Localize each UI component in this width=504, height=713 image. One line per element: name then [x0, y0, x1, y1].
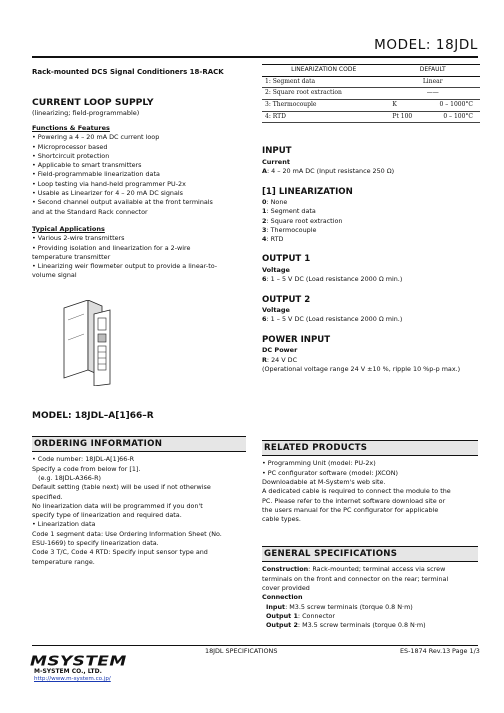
general-specifications-body: [262, 565, 478, 630]
footer-spec: 18JDL SPECIFICATIONS: [205, 647, 278, 655]
sensor-range: 0 – 100°C: [443, 112, 473, 120]
table-row: [262, 88, 480, 100]
ordering-line: Specify a code from below for [1].: [32, 464, 141, 473]
list-item: 4: RTD: [262, 235, 284, 244]
footer-rule: [32, 645, 478, 646]
related-line: • Programming Unit (model: PU-2x): [262, 459, 376, 468]
feature-item: • Loop testing via hand-held programmer PU-2x: [32, 179, 186, 188]
application-item: • Linearizing weir flowmeter output to provide a linear-to-: [32, 262, 218, 271]
output2-spec: 6: 1 – 5 V DC (Load resistance 2000 Ω min.): [262, 315, 403, 324]
table-cell-default: [385, 100, 480, 112]
connection-heading: Connection: [262, 593, 303, 602]
table-cell-default: ——: [385, 88, 480, 100]
features-heading: Functions & Features: [32, 123, 110, 132]
ordering-line: Code 3 T/C, Code 4 RTD: Specify input sensor type and: [32, 548, 208, 557]
application-item: • Various 2-wire transmitters: [32, 234, 125, 243]
application-item: • Providing isolation and linearization for a 2-wire: [32, 243, 191, 252]
ordering-line: ESU-1669) to specify linearization data.: [32, 538, 159, 547]
linearization-list: [262, 198, 478, 244]
related-line: PC. Please refer to the internet software download site or: [262, 496, 446, 505]
output2-subheading: Voltage: [262, 306, 290, 315]
sensor-range: 0 – 1000°C: [439, 101, 473, 109]
application-item: volume signal: [32, 271, 77, 280]
ordering-line: Code 1 segment data: Use Ordering Information Sheet (No.: [32, 529, 222, 538]
ordering-section: [32, 436, 246, 567]
table-cell-default: Linear: [385, 76, 480, 88]
list-item: 3: Thermocouple: [262, 225, 317, 234]
table-row: [262, 76, 480, 88]
feature-item: • Second channel output available at the front terminals: [32, 198, 213, 207]
model-code: MODEL: 18JDL–A[1]66–R: [32, 411, 154, 421]
list-item: 1: Segment data: [262, 207, 316, 216]
related-products-body: [262, 459, 478, 524]
feature-item: • Microprocessor based: [32, 142, 108, 151]
company-logo: MSYSTEM: [30, 653, 127, 670]
list-item: 0: None: [262, 198, 288, 207]
table-cell-code: 1: Segment data: [262, 76, 385, 88]
general-specifications-section: [262, 546, 478, 630]
ordering-line: No linearization data will be programmed if you don't: [32, 501, 203, 510]
table-cell-code: 3: Thermocouple: [262, 100, 385, 112]
output1-heading: OUTPUT 1: [262, 254, 311, 265]
table-row: [262, 100, 480, 112]
left-column: [32, 64, 246, 281]
feature-item: • Applicable to smart transmitters: [32, 161, 142, 170]
top-rule: [32, 56, 478, 58]
table-header-default: DEFAULT: [385, 65, 480, 77]
table-cell-default: [385, 111, 480, 123]
right-column: [262, 64, 478, 374]
ordering-line: (e.g. 18JDL-A366-R): [32, 474, 102, 483]
ordering-line: specified.: [32, 492, 63, 501]
table-row: [262, 111, 480, 123]
application-item: temperature transmitter: [32, 252, 111, 261]
related-products-heading: RELATED PRODUCTS: [262, 440, 478, 456]
feature-item: • Powering a 4 – 20 mA DC current loop: [32, 133, 160, 142]
output1-spec: 6: 1 – 5 V DC (Load resistance 2000 Ω min.): [262, 275, 403, 284]
ordering-line: Default setting (table next) will be used if not otherwise: [32, 483, 211, 492]
model-title: MODEL: 18JDL: [374, 37, 478, 53]
input-subheading: Current: [262, 157, 290, 166]
linearization-heading: [1] LINEARIZATION: [262, 186, 353, 197]
connection-item: Input: M3.5 screw terminals (torque 0.8 N·m): [266, 602, 413, 611]
power-heading: POWER INPUT: [262, 334, 331, 345]
features-list: [32, 133, 246, 217]
sensor-type: K: [392, 101, 397, 109]
ordering-line: • Linearization data: [32, 520, 96, 529]
connection-item: Output 2: M3.5 screw terminals (torque 0.8 N·m): [266, 621, 426, 630]
ordering-heading: ORDERING INFORMATION: [32, 436, 246, 452]
connection-item: Output 1: Connector: [266, 611, 336, 620]
ordering-line: • Code number: 18JDL-A[1]66-R: [32, 455, 135, 464]
feature-item: • Shortcircuit protection: [32, 151, 110, 160]
related-products-section: [262, 440, 478, 524]
related-line: the users manual for the PC configurator for applicable: [262, 505, 439, 514]
footer-doc-number: ES-1874 Rev.13: [400, 647, 451, 655]
related-line: A dedicated cable is required to connect the module to the: [262, 487, 451, 496]
output1-subheading: Voltage: [262, 265, 290, 274]
related-line: Downloadable at M-System's web site.: [262, 478, 386, 487]
related-line: cable types.: [262, 515, 301, 524]
ordering-line: specify type of linearization and required data.: [32, 511, 182, 520]
construction-line: Construction: Rack-mounted; terminal access via screw: [262, 565, 446, 574]
ordering-body: [32, 455, 246, 566]
related-line: • PC configurator software (model: JXCON): [262, 468, 398, 477]
general-specifications-heading: GENERAL SPECIFICATIONS: [262, 546, 478, 562]
applications-heading: Typical Applications: [32, 224, 105, 233]
product-title: CURRENT LOOP SUPPLY: [32, 97, 154, 109]
product-subtitle: (linearizing; field-programmable): [32, 109, 140, 118]
ordering-line: temperature range.: [32, 557, 95, 566]
power-subheading: DC Power: [262, 346, 298, 355]
module-illustration: [58, 300, 130, 386]
feature-item: • Usable as Linearizer for 4 – 20 mA DC signals: [32, 189, 183, 198]
table-header-code: LINEARIZATION CODE: [262, 65, 385, 77]
power-spec: R: 24 V DC: [262, 355, 298, 364]
applications-list: [32, 234, 246, 280]
input-heading: INPUT: [262, 146, 292, 157]
company-name: M-SYSTEM CO., LTD.: [34, 668, 102, 675]
linearization-table: [262, 64, 480, 123]
footer-page-number: Page 1/3: [452, 647, 480, 655]
construction-line: cover provided: [262, 584, 310, 593]
output2-heading: OUTPUT 2: [262, 294, 311, 305]
list-item: 2: Square root extraction: [262, 216, 343, 225]
power-note: (Operational voltage range 24 V ±10 %, ripple 10 %p-p max.): [262, 364, 461, 373]
input-spec: A: 4 – 20 mA DC (Input resistance 250 Ω): [262, 167, 395, 176]
series-title: Rack-mounted DCS Signal Conditioners 18-RACK: [32, 68, 224, 76]
company-url-link[interactable]: http://www.m-system.co.jp/: [34, 676, 111, 682]
table-cell-code: 2: Square root extraction: [262, 88, 385, 100]
feature-item: and at the Standard Rack connector: [32, 207, 148, 216]
table-cell-code: 4: RTD: [262, 111, 385, 123]
construction-line: terminals on the front and connector on the rear; terminal: [262, 574, 449, 583]
sensor-type: Pt 100: [392, 112, 413, 120]
feature-item: • Field-programmable linearization data: [32, 170, 160, 179]
